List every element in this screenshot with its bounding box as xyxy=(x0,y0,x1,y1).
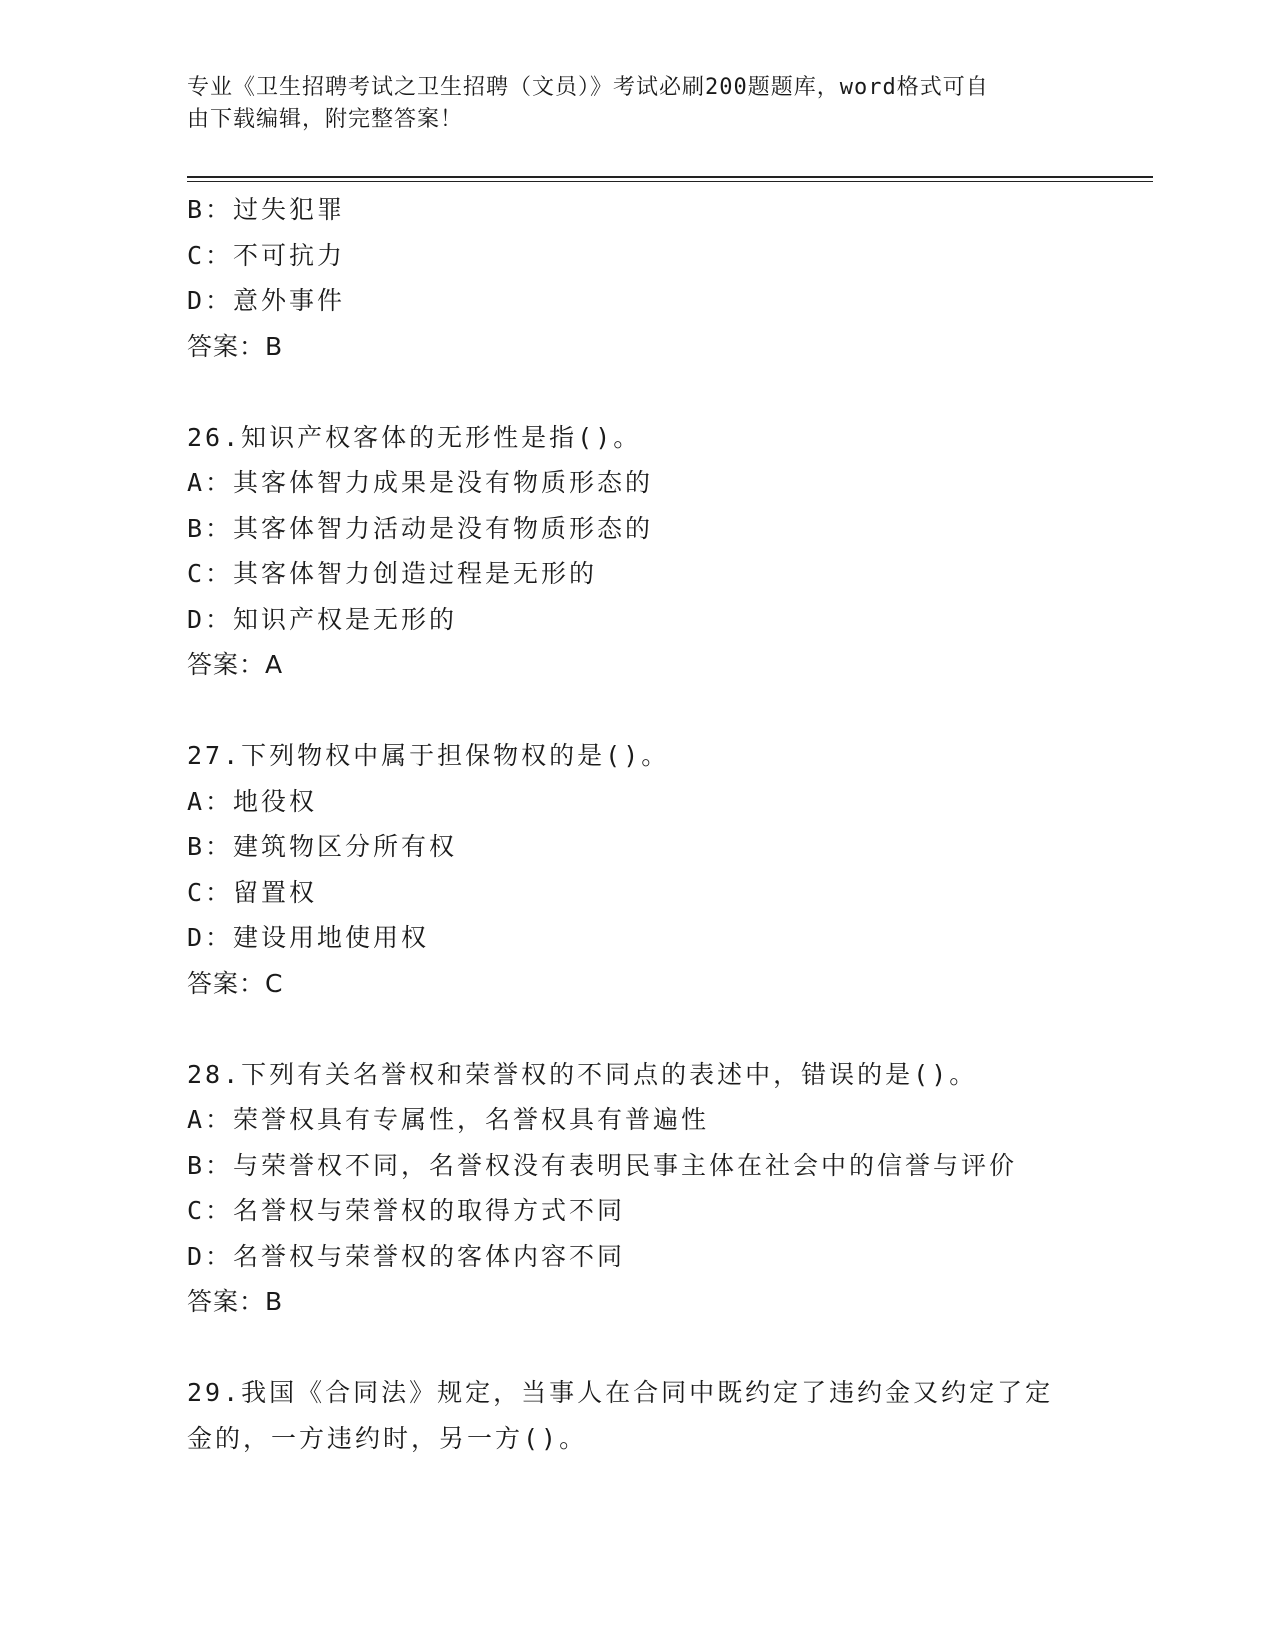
option-a: A：荣誉权具有专属性，名誉权具有普遍性 xyxy=(187,1105,710,1134)
spacer xyxy=(187,1325,1153,1371)
option-d: D：知识产权是无形的 xyxy=(187,604,458,634)
option-c: C：不可抗力 xyxy=(187,240,346,270)
option-c: C：名誉权与荣誉权的取得方式不同 xyxy=(187,1196,626,1225)
question-block-27 xyxy=(187,733,1153,1006)
option-b: B：过失犯罪 xyxy=(187,195,346,224)
spacer xyxy=(187,688,1153,734)
question-stem: 28.下列有关名誉权和荣誉权的不同点的表述中，错误的是()。 xyxy=(187,1059,978,1089)
question-stem-line-1: 29.我国《合同法》规定，当事人在合同中既约定了违约金又约定了定 xyxy=(187,1378,1054,1407)
option-b: B：其客体智力活动是没有物质形态的 xyxy=(187,513,654,543)
document-header xyxy=(187,72,1067,136)
header-rule-thick xyxy=(187,176,1153,178)
header-line-2: 由下载编辑，附完整答案！ xyxy=(187,107,464,132)
question-block-prev xyxy=(187,187,1153,369)
answer-line: 答案：B xyxy=(187,331,284,361)
question-stem: 26.知识产权客体的无形性是指()。 xyxy=(187,422,642,452)
spacer xyxy=(187,369,1153,415)
question-list xyxy=(187,187,1153,1461)
answer-line: 答案：C xyxy=(187,968,284,998)
option-c: C：其客体智力创造过程是无形的 xyxy=(187,559,598,588)
question-stem-line-2: 金的，一方违约时，另一方()。 xyxy=(187,1423,588,1453)
option-c: C：留置权 xyxy=(187,877,318,907)
option-d: D：建设用地使用权 xyxy=(187,923,430,952)
answer-line: 答案：A xyxy=(187,650,284,679)
header-line-1: 专业《卫生招聘考试之卫生招聘（文员）》考试必刷200题题库，word格式可自 xyxy=(187,75,989,100)
option-b: B：建筑物区分所有权 xyxy=(187,832,458,861)
spacer xyxy=(187,1006,1153,1052)
option-d: D：意外事件 xyxy=(187,286,346,315)
option-d: D：名誉权与荣誉权的客体内容不同 xyxy=(187,1241,626,1271)
header-rule-thin xyxy=(187,181,1153,182)
option-a: A：地役权 xyxy=(187,786,318,816)
question-block-29 xyxy=(187,1370,1153,1461)
answer-line: 答案：B xyxy=(187,1287,284,1316)
option-a: A：其客体智力成果是没有物质形态的 xyxy=(187,468,654,497)
option-b: B：与荣誉权不同，名誉权没有表明民事主体在社会中的信誉与评价 xyxy=(187,1150,1018,1180)
question-block-26 xyxy=(187,415,1153,688)
question-stem: 27.下列物权中属于担保物权的是()。 xyxy=(187,741,670,770)
question-block-28 xyxy=(187,1052,1153,1325)
